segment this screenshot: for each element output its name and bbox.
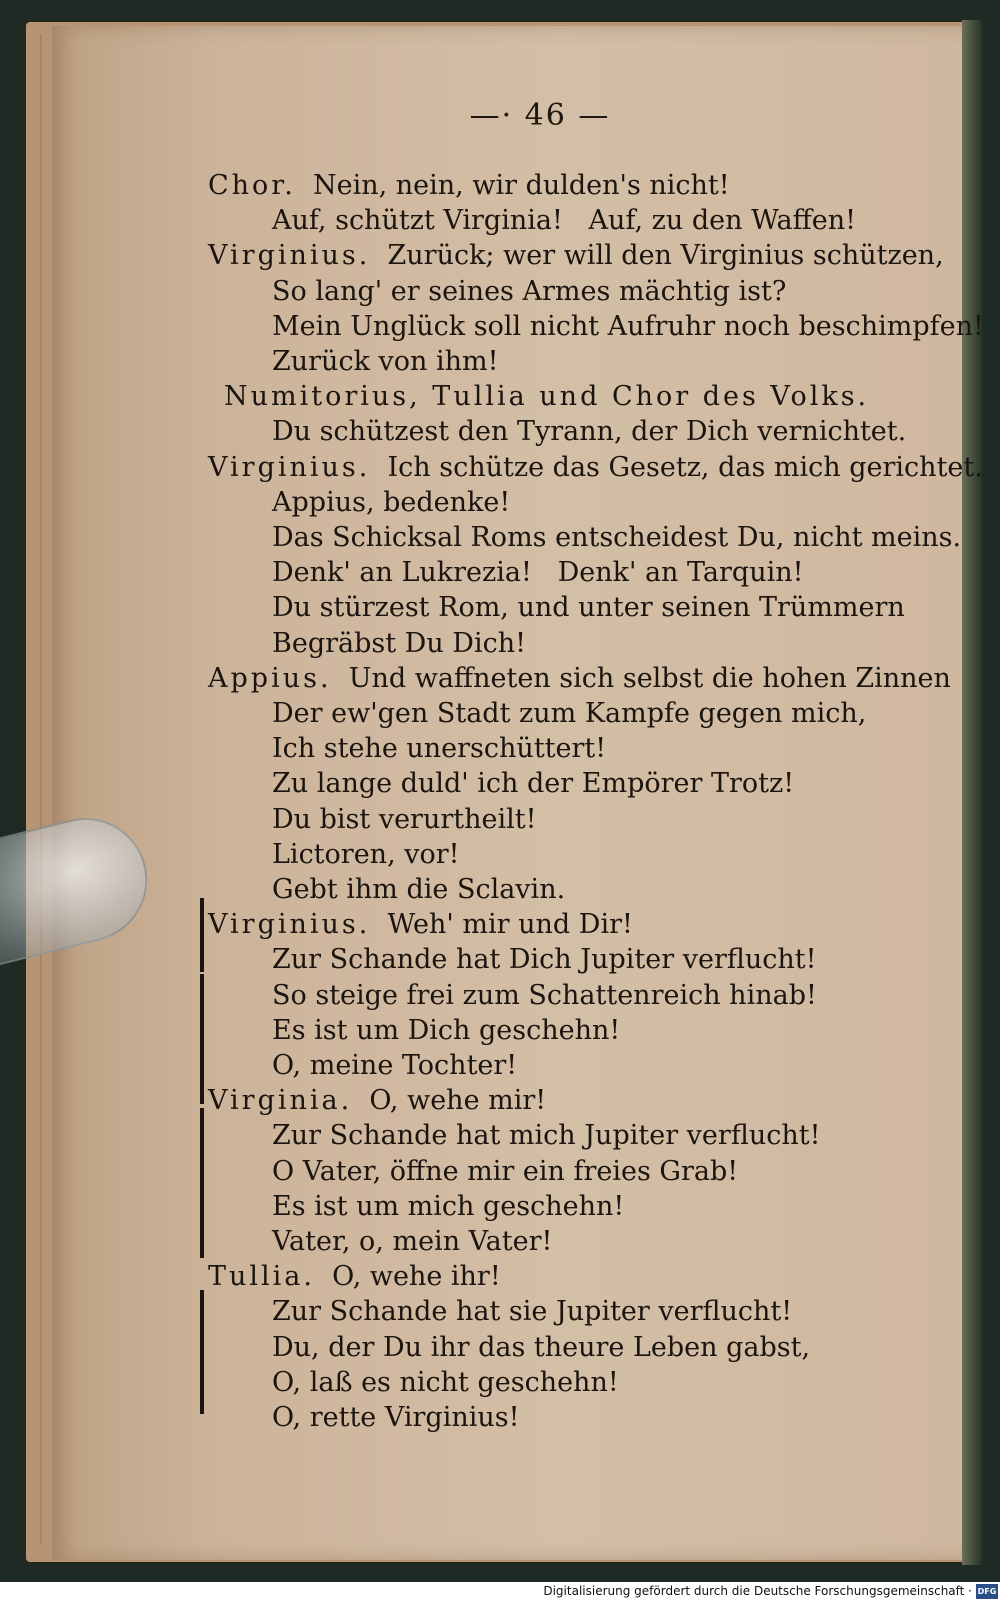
- line-text: Appius, bedenke!: [272, 486, 511, 518]
- brace-line: [200, 1290, 204, 1414]
- text-line: [208, 663, 951, 694]
- text-line: [272, 346, 498, 377]
- text-line: [272, 1226, 552, 1257]
- text-line: [272, 1367, 619, 1398]
- line-text: Es ist um mich geschehn!: [272, 1190, 625, 1222]
- text-line: [208, 909, 633, 940]
- line-text: Ich schütze das Gesetz, das mich gerichtet.: [370, 451, 983, 483]
- text-line: [272, 980, 817, 1011]
- text-line: [272, 1050, 517, 1081]
- brace-line: [200, 974, 204, 1104]
- speaker-name: Chor.: [208, 170, 296, 201]
- text-line: [272, 698, 866, 729]
- line-text: Vater, o, mein Vater!: [272, 1226, 553, 1257]
- line-text: Der ew'gen Stadt zum Kampfe gegen mich,: [272, 698, 867, 729]
- line-text: Weh' mir und Dir!: [370, 909, 633, 941]
- text-line: [272, 1015, 620, 1046]
- line-text: O, wehe mir!: [352, 1085, 547, 1117]
- text-line: [272, 839, 460, 870]
- line-text: Denk' an Lukrezia! Denk' an Tarquin!: [272, 557, 804, 589]
- text-line: [272, 487, 510, 518]
- line-text: So steige frei zum Schattenreich hinab!: [272, 979, 817, 1011]
- text-line: [272, 1296, 792, 1327]
- line-text: Ich stehe unerschüttert!: [272, 733, 607, 765]
- line-text: Begräbst Du Dich!: [272, 627, 526, 659]
- text-line: [208, 1261, 501, 1292]
- text-line: [208, 170, 730, 201]
- text-line: [272, 804, 536, 835]
- text-line: [272, 276, 786, 307]
- text-line: [272, 733, 606, 764]
- text-line: [272, 1191, 624, 1222]
- text-line: [272, 592, 905, 623]
- line-text: Auf, schützt Virginia! Auf, zu den Waffen!: [272, 205, 856, 237]
- speaker-name: Numitorius, Tullia und Chor des Volks.: [224, 381, 870, 413]
- line-text: Nein, nein, wir dulden's nicht!: [295, 170, 730, 201]
- text-line: [272, 311, 984, 342]
- page-leaf-line: [40, 34, 42, 1544]
- line-text: Das Schicksal Roms entscheidest Du, nicht meins.: [272, 522, 962, 553]
- line-text: Zurück; wer will den Virginius schützen,: [370, 240, 944, 272]
- line-text: O, laß es nicht geschehn!: [272, 1366, 619, 1398]
- speaker-name: Virginius.: [208, 909, 371, 941]
- line-text: Zur Schande hat sie Jupiter verflucht!: [272, 1296, 793, 1328]
- line-text: Und waffneten sich selbst die hohen Zinnen: [331, 662, 951, 694]
- line-text: So lang' er seines Armes mächtig ist?: [272, 275, 787, 307]
- text-line: [272, 768, 794, 799]
- text-line: [272, 1332, 810, 1363]
- text-line: [272, 628, 526, 659]
- page-number: —· 46 —: [469, 98, 611, 133]
- text-line: [208, 1085, 546, 1116]
- text-line: [272, 1120, 820, 1151]
- text-line: [272, 874, 565, 905]
- text-line: [272, 522, 961, 553]
- line-text: Zur Schande hat Dich Jupiter verflucht!: [272, 944, 817, 976]
- speaker-name: Virginia.: [208, 1085, 353, 1117]
- page-right-edge: [962, 20, 982, 1565]
- line-text: O, rette Virginius!: [272, 1402, 520, 1433]
- text-line: [272, 1156, 738, 1187]
- line-text: O Vater, öffne mir ein freies Grab!: [272, 1155, 739, 1187]
- line-text: Es ist um Dich geschehn!: [272, 1014, 621, 1046]
- line-text: Du stürzest Rom, und unter seinen Trümmern: [272, 592, 905, 624]
- line-text: Gebt ihm die Sclavin.: [272, 874, 566, 905]
- dfg-logo: DFG: [976, 1584, 998, 1599]
- line-text: Zur Schande hat mich Jupiter verflucht!: [272, 1120, 821, 1152]
- line-text: Zurück von ihm!: [272, 346, 499, 377]
- text-line: [224, 381, 869, 412]
- line-text: Zu lange duld' ich der Empörer Trotz!: [272, 768, 795, 800]
- footer-credit: Digitalisierung gefördert durch die Deutsche Forschungsgemeinschaft ·: [543, 1584, 972, 1598]
- brace-line: [200, 1108, 204, 1258]
- line-text: O, meine Tochter!: [272, 1050, 518, 1081]
- text-line: [272, 205, 856, 236]
- speaker-name: Virginius.: [208, 240, 371, 272]
- line-text: Du schützest den Tyrann, der Dich vernichtet.: [272, 416, 907, 448]
- speaker-name: Tullia.: [208, 1261, 315, 1293]
- text-line: [208, 452, 983, 483]
- text-line: [272, 557, 803, 588]
- text-line: [272, 1402, 519, 1433]
- line-text: Du, der Du ihr das theure Leben gabst,: [272, 1331, 811, 1363]
- line-text: Du bist verurtheilt!: [272, 803, 537, 835]
- text-line: [272, 416, 906, 447]
- text-line: [272, 944, 816, 975]
- speaker-name: Virginius.: [208, 451, 371, 483]
- line-text: O, wehe ihr!: [314, 1261, 501, 1293]
- text-line: [208, 240, 944, 271]
- speaker-name: Appius.: [208, 662, 332, 694]
- line-text: Mein Unglück soll nicht Aufruhr noch beschimpfen!: [272, 310, 984, 342]
- brace-line: [200, 898, 204, 972]
- line-text: Lictoren, vor!: [272, 838, 460, 870]
